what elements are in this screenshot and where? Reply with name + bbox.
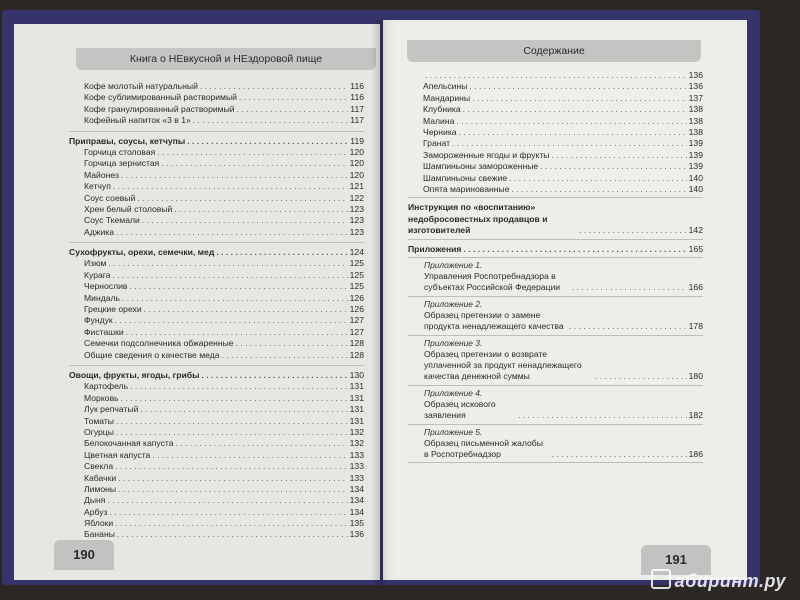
entry-title: Инструкция по «воспитанию» недобросовестных продавцов и изготовителей [408, 202, 548, 236]
entry-title: Апельсины [423, 81, 468, 92]
toc-entry [408, 127, 703, 138]
entry-title: Мандарины [423, 92, 471, 103]
toc-entry [69, 193, 364, 204]
entry-title: Цветная капуста [84, 449, 151, 460]
divider [69, 242, 364, 243]
entry-page: 128 [349, 349, 364, 360]
entry-title: Замороженные ягоды и фрукты [423, 149, 550, 160]
appendix-entry [408, 388, 703, 425]
appendix-entry [408, 427, 703, 464]
divider [69, 365, 364, 366]
entry-page: 133 [349, 449, 364, 460]
appendix-label: Приложение 5. [424, 426, 483, 437]
entry-title: Яблоки [84, 518, 114, 529]
toc-entry [69, 350, 364, 361]
entry-title: Чернослив [84, 281, 128, 292]
labirint-logo-icon [651, 569, 671, 589]
toc-entry [69, 181, 364, 192]
entry-title: Кофейный напиток «3 в 1» [84, 115, 191, 126]
entry-page: 117 [350, 115, 364, 126]
entry-page: 180 [688, 371, 703, 382]
table-of-contents-left [69, 81, 364, 541]
appendix-label: Приложение 4. [424, 387, 483, 398]
toc-entry [408, 150, 703, 161]
toc-entry [69, 393, 364, 404]
entry-title: Фундук [84, 315, 113, 326]
entry-page: 120 [349, 146, 364, 157]
entry-page: 178 [688, 321, 703, 332]
toc-entry [408, 138, 703, 149]
entry-title: Лимоны [84, 483, 117, 494]
toc-entry [69, 518, 364, 529]
entry-page: 138 [688, 126, 703, 137]
entry-page: 166 [688, 282, 703, 293]
entry-page: 132 [349, 438, 364, 449]
entry-page: 125 [349, 258, 364, 269]
toc-entry [69, 404, 364, 415]
toc-entry [69, 215, 364, 226]
entry-title: Образец претензии о замене продукта ненадлежащего качества [424, 309, 564, 332]
toc-entry-instruction [408, 202, 703, 236]
appendix-label: Приложение 3. [424, 337, 483, 348]
entry-page: 116 [350, 81, 364, 91]
entry-page: 136 [688, 81, 703, 92]
entry-page: 117 [350, 103, 364, 114]
entry-title: Образец искового заявления [424, 398, 496, 421]
toc-entry [408, 70, 703, 81]
entry-title: Курага [84, 269, 111, 280]
toc-entry [69, 258, 364, 269]
entry-title: Соус соевый [84, 192, 136, 203]
entry-title: Морковь [84, 392, 119, 403]
toc-entry [69, 381, 364, 392]
entry-page: 139 [688, 138, 703, 149]
entry-page: 125 [349, 269, 364, 280]
appendix-entry [408, 260, 703, 297]
divider [408, 239, 703, 240]
toc-entry [69, 338, 364, 349]
entry-title: Грецкие орехи [84, 304, 142, 315]
entry-page: 131 [349, 404, 364, 415]
entry-page: 165 [688, 243, 703, 254]
entry-title: Приложения [408, 243, 462, 254]
entry-page: 131 [349, 415, 364, 426]
toc-entry [69, 327, 364, 338]
toc-entry [408, 184, 703, 195]
toc-entry [69, 416, 364, 427]
entry-title: Гранат [423, 138, 451, 149]
entry-title: Аджика [84, 226, 115, 237]
entry-title: Майонез [84, 169, 119, 180]
entry-title: Горчица зернистая [84, 158, 160, 169]
appendix-entry [408, 338, 703, 386]
entry-title: Клубника [423, 104, 461, 115]
divider [408, 257, 703, 258]
entry-title: Горчица столовая [84, 146, 156, 157]
entry-title: Общие сведения о качестве меда [84, 349, 220, 360]
entry-page: 120 [349, 158, 364, 169]
entry-page: 116 [350, 92, 364, 103]
toc-entry [69, 427, 364, 438]
toc-entry [69, 495, 364, 506]
divider [408, 424, 703, 425]
appendix-label: Приложение 1. [424, 259, 483, 270]
toc-section-heading [69, 370, 364, 381]
toc-entry [69, 484, 364, 495]
toc-entry [69, 170, 364, 181]
toc-entry [69, 81, 364, 92]
toc-entry [69, 450, 364, 461]
watermark: абиринт.ру [651, 569, 786, 592]
toc-entry [69, 92, 364, 103]
entry-title: Семечки подсолнечника обжаренные [84, 338, 234, 349]
running-header: Содержание [407, 40, 701, 62]
entry-page: 120 [349, 169, 364, 180]
entry-page: 140 [688, 172, 703, 183]
entry-title: Управления Роспотребнадзора в субъектах Российской Федерации [424, 270, 561, 293]
appendix-label: Приложение 2. [424, 298, 483, 309]
divider [408, 197, 703, 198]
running-header: Книга о НЕвкусной и НЕздоровой пище [76, 48, 376, 70]
entry-title: Кофе сублимированный растворимый [84, 92, 237, 103]
toc-entry [69, 315, 364, 326]
right-page [383, 20, 747, 580]
table-of-contents-right [408, 70, 703, 465]
toc-entry [69, 270, 364, 281]
entry-page: 128 [349, 338, 364, 349]
entry-title: Лук репчатый [84, 404, 139, 415]
divider [408, 462, 703, 463]
entry-title: Огурцы [84, 426, 114, 437]
entry-title: Шампиньоны свежие [423, 172, 508, 183]
entry-page: 138 [688, 104, 703, 115]
entry-title: Черника [423, 126, 457, 137]
entry-page: 131 [349, 381, 364, 392]
entry-title: Приправы, соусы, кетчупы [69, 135, 186, 146]
toc-section-heading [69, 247, 364, 258]
entry-page: 123 [349, 215, 364, 226]
entry-title: Опята маринованные [423, 183, 510, 194]
entry-page: 131 [349, 392, 364, 403]
toc-entry [69, 529, 364, 540]
divider [69, 131, 364, 132]
entry-title: Свекла [84, 461, 114, 472]
entry-title: Миндаль [84, 292, 120, 303]
entry-page: 139 [688, 161, 703, 172]
toc-entry-appendices [408, 244, 703, 255]
entry-title: Малина [423, 115, 455, 126]
entry-page: 142 [688, 225, 703, 236]
entry-title: Дыня [84, 495, 106, 506]
entry-page: 123 [349, 203, 364, 214]
divider [408, 335, 703, 336]
toc-entry [69, 507, 364, 518]
toc-entry [408, 116, 703, 127]
entry-page: 133 [349, 461, 364, 472]
entry-title: Хрен белый столовый [84, 203, 173, 214]
toc-entry [408, 104, 703, 115]
entry-title: Сухофрукты, орехи, семечки, мед [69, 247, 215, 258]
entry-title: Бананы [84, 529, 115, 540]
toc-entry [408, 173, 703, 184]
entry-page: 134 [349, 483, 364, 494]
entry-title: Арбуз [84, 506, 108, 517]
entry-title: Овощи, фрукты, ягоды, грибы [69, 369, 200, 380]
entry-title: Образец претензии о возврате уплаченной за продукт ненадлежащего качества денежной суммы [424, 348, 582, 382]
entry-page: 133 [349, 472, 364, 483]
toc-entry [69, 293, 364, 304]
entry-title: Шампиньоны замороженные [423, 161, 539, 172]
toc-section-heading [69, 136, 364, 147]
entry-title: Образец письменной жалобы в Роспотребнадзор [424, 437, 543, 459]
entry-page: 136 [349, 529, 364, 540]
entry-page: 123 [349, 226, 364, 237]
entry-page: 127 [349, 315, 364, 326]
entry-page: 140 [688, 183, 703, 194]
entry-page: 124 [349, 247, 364, 258]
toc-entry [69, 147, 364, 158]
entry-page: 119 [350, 135, 364, 146]
entry-title: Белокочанная капуста [84, 438, 174, 449]
entry-title: Соус Ткемали [84, 215, 140, 226]
entry-page: 138 [688, 115, 703, 126]
appendix-entry [408, 299, 703, 336]
toc-entry [69, 115, 364, 126]
toc-entry [408, 81, 703, 92]
toc-entry [69, 104, 364, 115]
page-number: 190 [54, 540, 114, 570]
entry-page: 186 [688, 448, 703, 459]
divider [408, 296, 703, 297]
toc-entry [69, 158, 364, 169]
entry-title: Кетчуп [84, 181, 111, 192]
toc-entry [69, 438, 364, 449]
entry-title: Кабачки [84, 472, 117, 483]
entry-page: 139 [688, 149, 703, 160]
entry-title: Томаты [84, 415, 114, 426]
toc-entry [69, 227, 364, 238]
page-number: 191 [641, 545, 711, 575]
toc-entry [69, 473, 364, 484]
entry-page: 134 [349, 495, 364, 506]
entry-page: 132 [349, 426, 364, 437]
entry-title: Изюм [84, 258, 107, 269]
toc-entry [69, 281, 364, 292]
entry-title: Кофе гранулированный растворимый [84, 103, 235, 114]
toc-entry [69, 204, 364, 215]
entry-page: 127 [349, 326, 364, 337]
toc-entry [408, 93, 703, 104]
entry-title: Картофель [84, 381, 129, 392]
entry-title: Кофе молотый натуральный [84, 81, 198, 91]
entry-page: 122 [349, 192, 364, 203]
entry-page: 136 [688, 70, 703, 80]
entry-page: 130 [349, 369, 364, 380]
entry-page: 121 [349, 181, 364, 192]
divider [408, 385, 703, 386]
entry-page: 182 [688, 410, 703, 421]
entry-page: 135 [349, 518, 364, 529]
toc-entry [408, 161, 703, 172]
entry-page: 125 [349, 281, 364, 292]
entry-page: 126 [349, 304, 364, 315]
toc-entry [69, 461, 364, 472]
toc-entry [69, 304, 364, 315]
entry-page: 126 [349, 292, 364, 303]
entry-page: 134 [349, 506, 364, 517]
entry-title: Фисташки [84, 326, 124, 337]
left-page [14, 24, 380, 580]
entry-page: 137 [688, 92, 703, 103]
